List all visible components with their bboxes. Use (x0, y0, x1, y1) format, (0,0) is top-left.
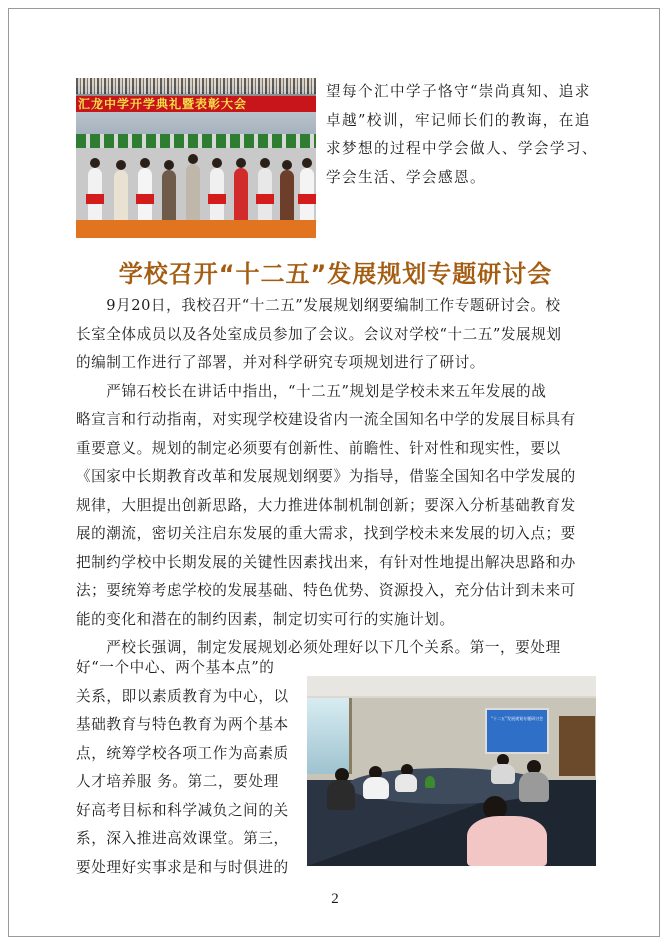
attendee (395, 774, 417, 792)
text-line: 严锦石校长在讲话中指出，“十二五”规划是学校未来五年发展的战 (76, 382, 547, 400)
wrapped-paragraph (76, 654, 301, 882)
attendee (327, 780, 355, 810)
table-plant (425, 776, 435, 788)
meeting-window (307, 698, 352, 774)
person (186, 164, 200, 222)
award-recipients (82, 148, 312, 222)
person (234, 168, 248, 222)
text-line: 点，统筹学校各项工作为高素质 (76, 744, 289, 762)
text-line: 要处理好实事求是和与时俱进的 (76, 858, 289, 876)
meeting-photo (307, 676, 596, 866)
award-certificate (136, 194, 154, 204)
attendee (363, 777, 389, 799)
text-line: 能的变化和潜在的制约因素，制定切实可行的实施计划。 (76, 610, 455, 628)
person (300, 168, 314, 222)
text-line: 好高考目标和科学减负之间的关 (76, 801, 289, 819)
award-certificate (256, 194, 274, 204)
text-line: 关系，即以素质教育为中心，以 (76, 687, 289, 705)
text-line: 学会生活、学会感恩。 (326, 168, 486, 186)
text-line: 把制约学校中长期发展的关键性因素找出来，有针对性地提出解决思路和办 (76, 553, 576, 571)
award-certificate (86, 194, 104, 204)
photo-crowd (76, 78, 316, 94)
meeting-ceiling (307, 676, 596, 696)
text-line: 卓越”校训，牢记师长们的教诲，在追 (326, 111, 591, 129)
person (258, 168, 272, 222)
text-line: 系，深入推进高效课堂。第三， (76, 830, 289, 847)
screen-title: “十二五”发展规划专题研讨会 (490, 716, 544, 721)
text-line: 人才培养服 务。第二，要处理 (76, 773, 279, 790)
text-line: 略宣言和行动指南，对实现学校建设省内一流全国知名中学的发展目标具有 (76, 411, 576, 428)
wall-cabinet (559, 716, 595, 776)
text-line: 严校长强调，制定发展规划必须处理好以下几个关系。第一，要处理 (76, 639, 561, 656)
person (138, 168, 152, 222)
text-line: 规律，大胆提出创新思路，大力推进体制机制创新；要深入分析基础教育发 (76, 496, 576, 514)
person (162, 170, 176, 222)
ceremony-banner: 汇龙中学开学典礼暨表彰大会 (76, 96, 316, 112)
text-line: 展的潮流，密切关注启东发展的重大需求，找到学校未来发展的切入点；要 (76, 525, 576, 542)
page-number: 2 (331, 891, 339, 907)
award-certificate (298, 194, 316, 204)
text-line: 望每个汇中学子恪守“崇尚真知、追求 (326, 83, 591, 100)
intro-paragraph (326, 78, 598, 192)
ceremony-floor (76, 220, 316, 238)
text-line: 重要意义。规划的制定必须要有创新性、前瞻性、针对性和现实性，要以 (76, 439, 561, 457)
text-line: 基础教育与特色教育为两个基本 (76, 716, 289, 733)
text-line: 法；要统筹考虑学校的发展基础、特色优势、资源投入，充分估计到未来可 (76, 582, 576, 599)
projection-screen (485, 708, 549, 754)
article-body (76, 292, 596, 663)
text-line: 长室全体成员以及各处室成员参加了会议。会议对学校“十二五”发展规划 (76, 325, 562, 343)
stage-table (76, 134, 316, 148)
person (210, 168, 224, 222)
attendee (467, 816, 547, 866)
opening-ceremony-photo (76, 78, 316, 238)
attendee (491, 764, 515, 784)
text-line: 《国家中长期教育改革和发展规划纲要》为指导，借鉴全国知名中学发展的 (76, 468, 576, 485)
award-certificate (208, 194, 226, 204)
text-line: 求梦想的过程中学会做人、学会学习、 (326, 140, 598, 157)
text-line: 的编制工作进行了部署，并对科学研究专项规划进行了研讨。 (76, 354, 485, 371)
text-line: 好“一个中心、两个基本点”的 (76, 659, 275, 676)
text-line: 9月20日，我校召开“十二五”发展规划纲要编制工作专题研讨会。校 (76, 297, 561, 314)
person (280, 170, 294, 222)
section-title: 学校召开“十二五”发展规划专题研讨会 (118, 260, 553, 288)
person (114, 170, 128, 222)
person (88, 168, 102, 222)
attendee (519, 772, 549, 802)
